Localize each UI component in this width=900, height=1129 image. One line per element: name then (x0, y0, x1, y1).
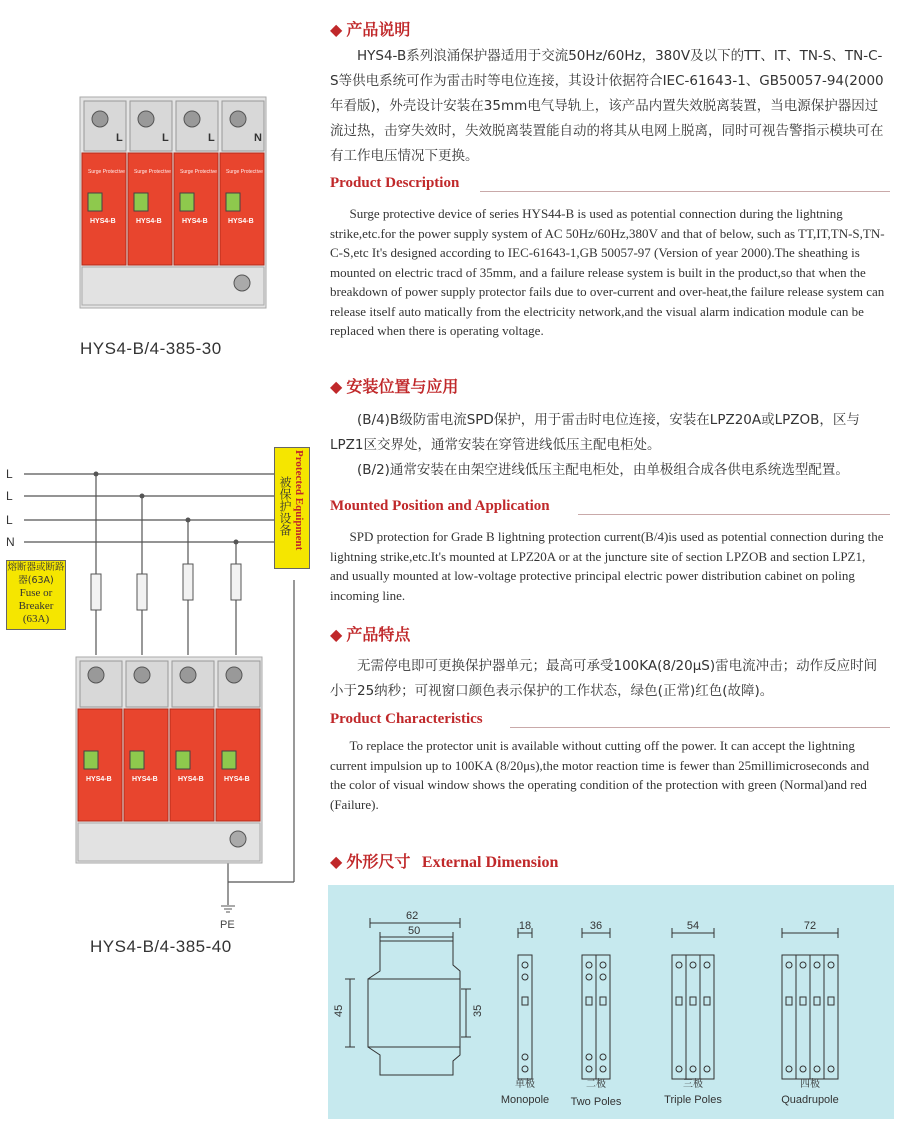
product-image-bottom (74, 655, 264, 865)
desc-en-text: Surge protective device of series HYS44-B is used as potential connection during the lightning strike,etc.for the power supply system of AC 50Hz/60Hz,380V and that of below, such as TT,IT,TN-S,TN-C-S,etc It's designed according to IEC-61643-1,GB 50057-97 (Version of year 2000).The sheathing is mounted on electric tracd of 35mm, and a failure release system is built in the product,so that when the breakdown of power supply protector fails due to over-current and over-heat,the failure release system can release itself auto matically from the electricity network,and the visual alarm indication module can be replaced when there is operating voltage. (330, 206, 885, 338)
svg-text:Surge Protective: Surge Protective (226, 169, 263, 175)
product-image-top (78, 95, 268, 310)
dim-side-height-left: 45 (333, 1004, 345, 1017)
pole-label-en: Two Poles (570, 1096, 622, 1108)
mount-cn-text-2: (B/2)通常安装在由架空进线低压主配电柜处，由单极组合成各供电系统选型配置。 (357, 462, 849, 478)
svg-text:Surge Protective: Surge Protective (134, 169, 171, 175)
char-en-text: To replace the protector unit is available without cutting off the power. It can accept the lightning current impulsion up to 100KA (8/20μs),the motor reaction time is fewer than 25millimicroseconds and the color of visual window shows the operating condition of the protection with green (Normal)and red (Failure). (330, 738, 870, 812)
line-label: L (6, 489, 13, 503)
pole-label-en: Quadrupole (781, 1094, 839, 1106)
dim-side-width-outer: 62 (406, 910, 419, 922)
divider (510, 727, 890, 728)
char-cn-heading: ◆ 产品特点 (330, 625, 411, 644)
divider (480, 191, 890, 192)
divider (578, 514, 890, 515)
mount-en-text: SPD protection for Grade B lightning protection current(B/4)is used as potential connection during the lightning strike,etc.It's mounted at LPZ20A or at the juncture site of section LPZOB and section LPZ1, and usually mounted at low-voltage protective principal electric power distribution cabinet on poling incoming line. (330, 529, 884, 603)
mount-cn-text-1: (B/4)B级防雷电流SPD保护，用于雷击时电位连接，安装在LPZ20A或LPZOB，区与LPZ1区交界处，通常安装在穿管进线低压主配电柜处。 (330, 412, 860, 453)
svg-text:HYS4-B: HYS4-B (86, 776, 112, 783)
mount-en-heading: Mounted Position and Application (330, 498, 550, 514)
svg-text:Surge Protective: Surge Protective (88, 169, 125, 175)
pole-label-en: Monopole (500, 1094, 550, 1106)
diamond-bullet-icon: ◆ (330, 852, 343, 871)
svg-text:HYS4-B: HYS4-B (136, 218, 162, 225)
mount-cn-heading: ◆ 安装位置与应用 (330, 377, 459, 396)
char-en-heading: Product Characteristics (330, 711, 483, 727)
desc-cn-heading: ◆ 产品说明 (330, 20, 411, 39)
desc-en-heading: Product Description (330, 175, 460, 191)
pole-label-cn: 二极 (586, 1079, 606, 1090)
pe-label: PE (220, 919, 235, 931)
diamond-bullet-icon: ◆ (330, 20, 343, 39)
fuse-label-en-2: Breaker (18, 600, 54, 612)
pole-width: 18 (518, 920, 532, 932)
protected-equipment-cn: 被保护设备 (278, 476, 292, 536)
product-caption-bottom: HYS4-B/4-385-40 (90, 937, 232, 956)
diamond-bullet-icon: ◆ (330, 377, 343, 396)
dim-heading: ◆ 外形尺寸 External Dimension (330, 852, 559, 871)
svg-text:HYS4-B: HYS4-B (90, 218, 116, 225)
terminal-label: L (162, 132, 169, 144)
line-label: L (6, 513, 13, 527)
fuse-label-en-3: (63A) (22, 613, 50, 625)
pole-width: 54 (686, 920, 700, 932)
char-cn-text: 无需停电即可更换保护器单元；最高可承受100KA(8/20μS)雷电流冲击；动作反应时间小于25纳秒；可视窗口颜色表示保护的工作状态，绿色(正常)红色(故障)。 (330, 658, 878, 699)
pole-label-cn: 三极 (683, 1079, 703, 1090)
desc-cn-text: HYS4-B系列浪涌保护器适用于交流50Hz/60Hz，380V及以下的TT、IT、TN-S、TN-C-S等供电系统可作为雷击时等电位连接，其设计依据符合IEC-61643-1、GB50057-94(2000年看版)，外壳设计安装在35mm电气导轨上，该产品内置失效脱离装置，当电源保护器因过流过热，击穿失效时，失效脱离装置能自动的将其从电网上脱离，同时可视告警指示模块可在有工作电压情况下更换。 (330, 48, 884, 164)
pole-width: 72 (803, 920, 817, 932)
pole-width: 36 (589, 920, 603, 932)
svg-text:HYS4-B: HYS4-B (132, 776, 158, 783)
protected-equipment-box (274, 447, 310, 569)
fuse-label-box (6, 560, 66, 630)
terminal-label: N (254, 132, 262, 144)
fuse-label-cn: 熔断器或断路器(63A) (7, 562, 65, 586)
svg-text:Surge Protective: Surge Protective (180, 169, 217, 175)
pole-label-cn: 单极 (515, 1079, 535, 1090)
svg-text:HYS4-B: HYS4-B (182, 218, 208, 225)
svg-text:HYS4-B: HYS4-B (228, 218, 254, 225)
product-caption-top: HYS4-B/4-385-30 (80, 339, 222, 358)
svg-text:HYS4-B: HYS4-B (178, 776, 204, 783)
pole-label-cn: 四极 (800, 1079, 820, 1090)
svg-text:HYS4-B: HYS4-B (224, 776, 250, 783)
line-label: L (6, 467, 13, 481)
dimension-diagram (328, 885, 894, 1119)
dim-side-height-right: 35 (472, 1004, 484, 1017)
protected-equipment-en: Protected Equipment (293, 450, 305, 551)
diamond-bullet-icon: ◆ (330, 625, 343, 644)
terminal-label: L (208, 132, 215, 144)
terminal-label: L (116, 132, 123, 144)
dim-side-width-inner: 50 (408, 925, 421, 937)
fuse-label-en-1: Fuse or (19, 587, 53, 599)
line-label: N (6, 535, 15, 549)
pole-label-en: Triple Poles (664, 1094, 722, 1106)
